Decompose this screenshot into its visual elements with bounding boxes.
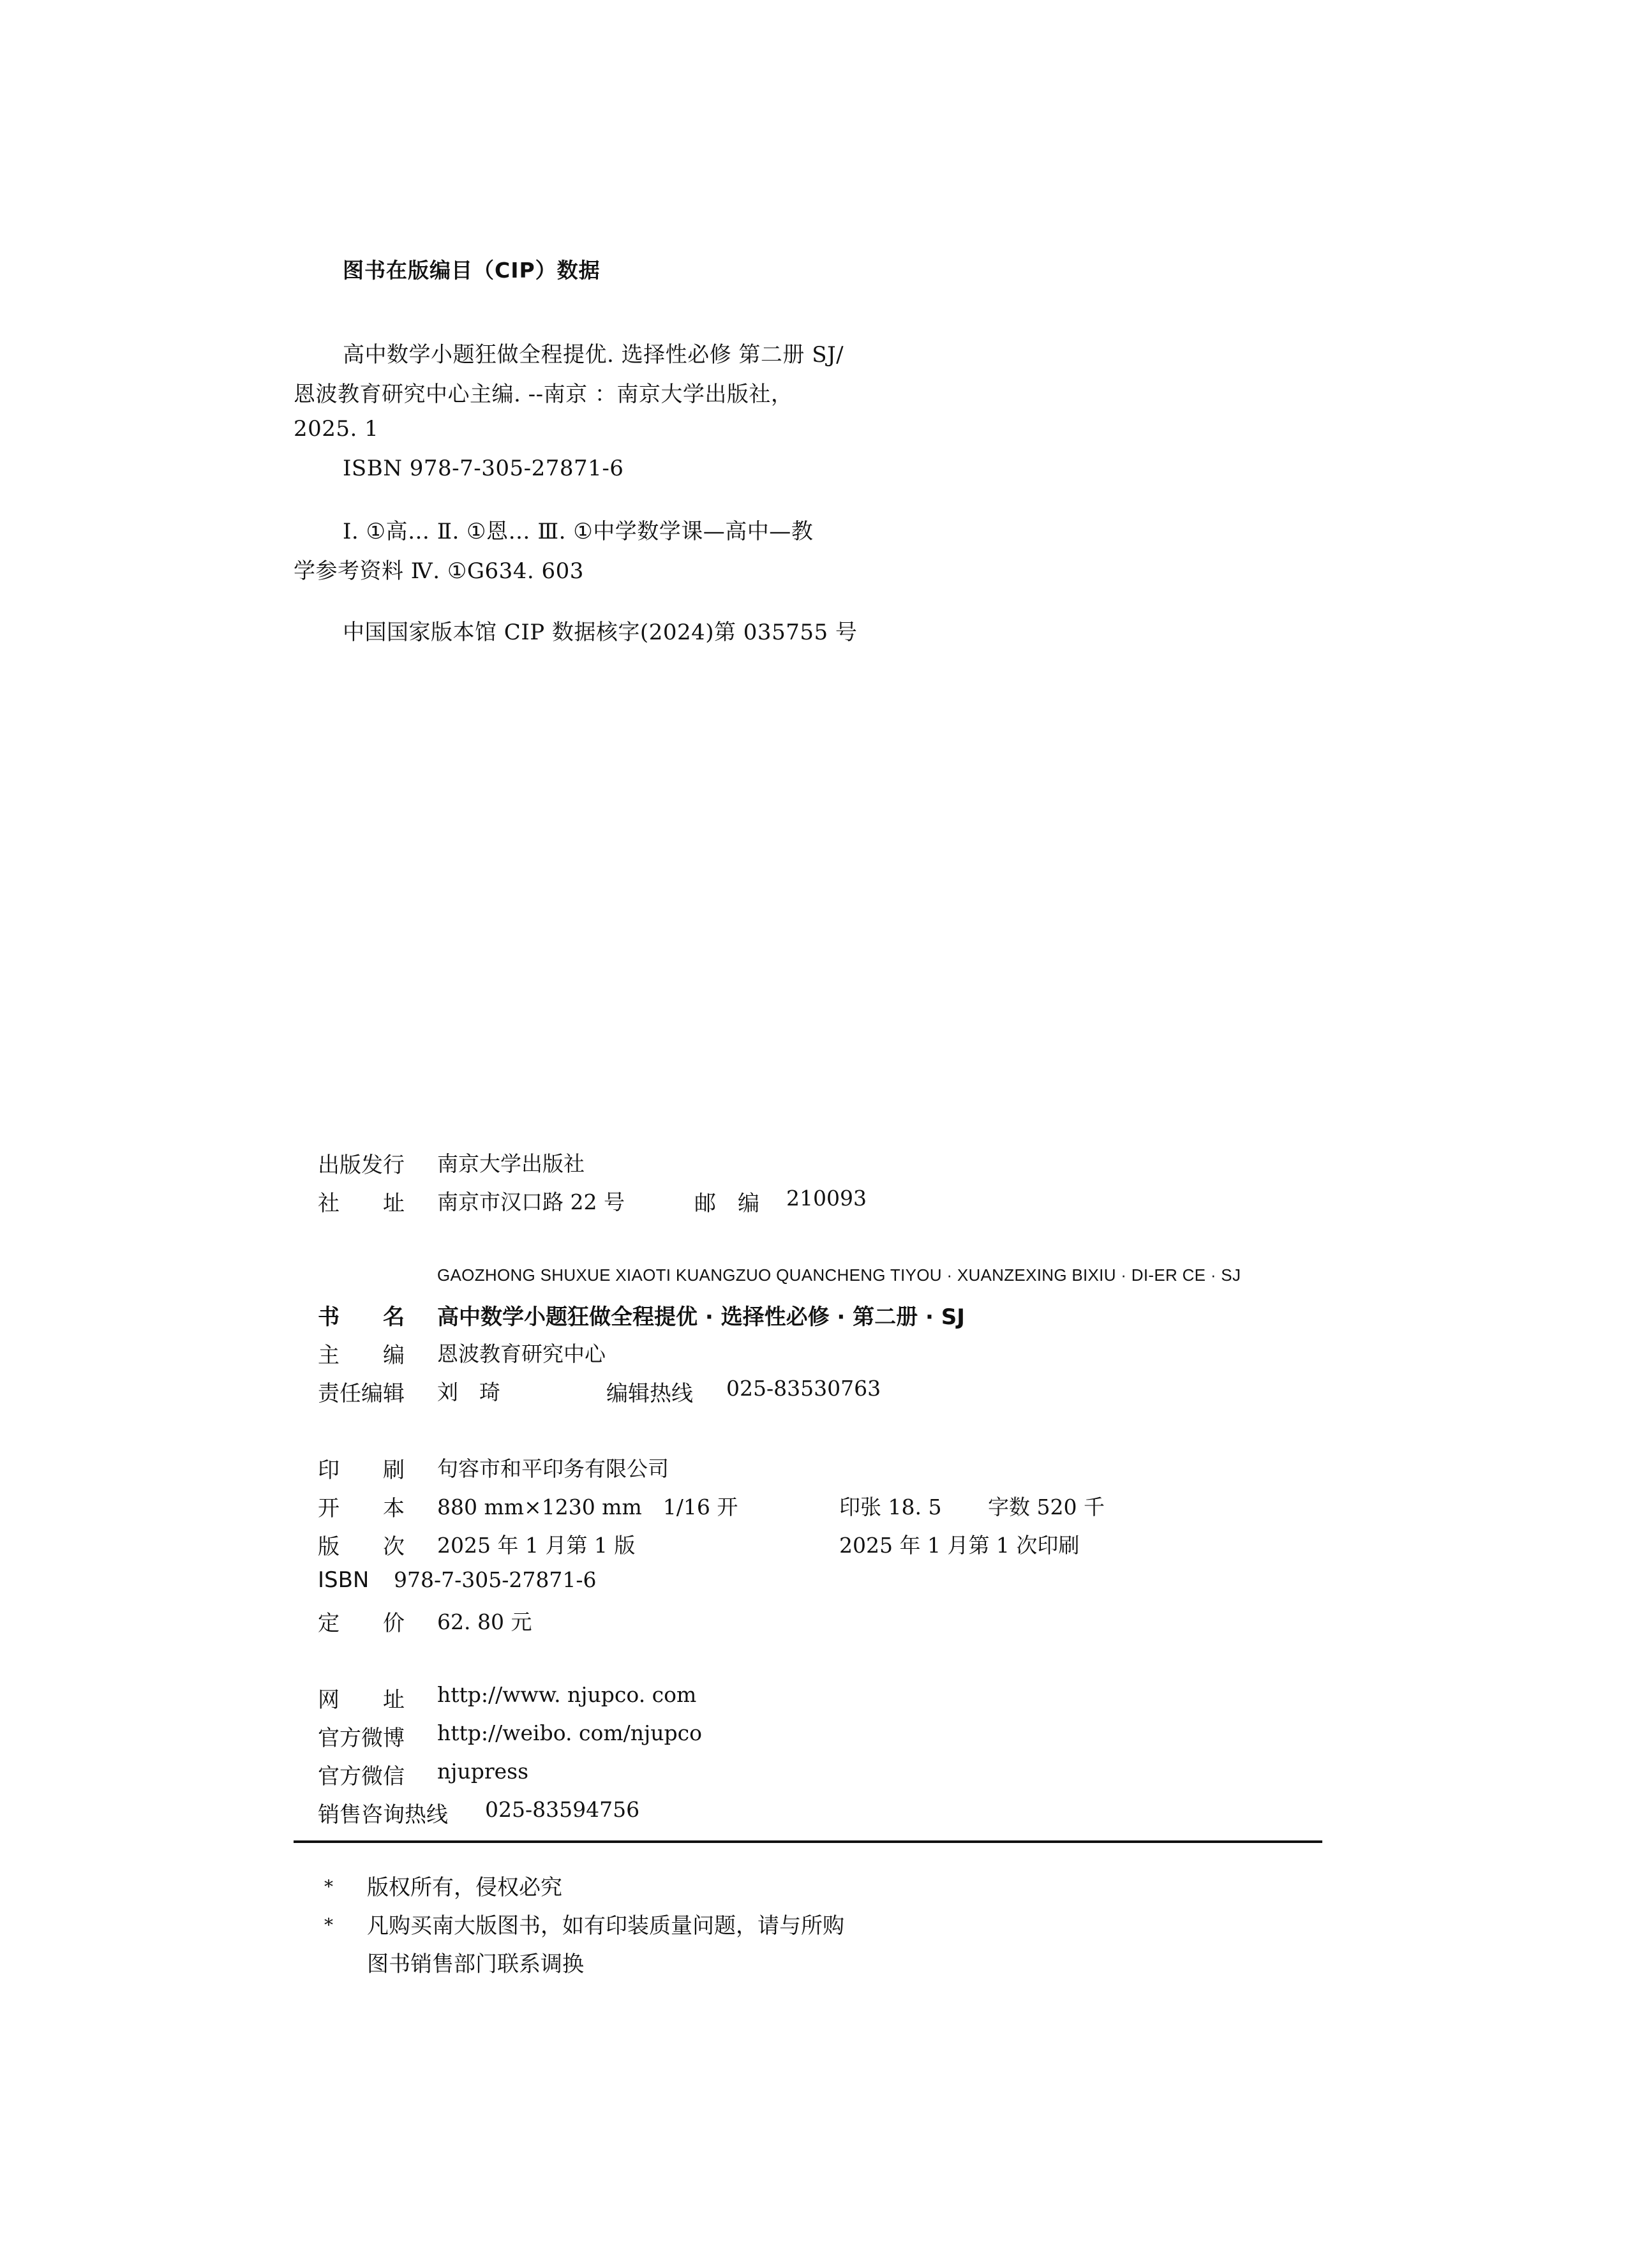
format-value: 880 mm×1230 mm 1/16 开	[437, 1495, 738, 1519]
responsible-editor-value: 刘 琦	[437, 1380, 500, 1405]
cip-line-1: 高中数学小题狂做全程提优. 选择性必修 第二册 SJ/	[343, 342, 844, 368]
printer-value: 句容市和平印务有限公司	[437, 1456, 669, 1481]
editor-hotline-value: 025-83530763	[726, 1376, 881, 1401]
cip-line-3: 2025. 1	[294, 416, 379, 442]
word-count-value: 字数 520 千	[988, 1495, 1105, 1519]
editor-label: 主 编	[318, 1343, 405, 1368]
format-label: 开 本	[318, 1496, 405, 1521]
cip-line-2: 恩波教育研究中心主编. --南京 ：南京大学出版社，	[294, 382, 793, 407]
book-name-value: 高中数学小题狂做全程提优 · 选择性必修 · 第二册 · SJ	[437, 1304, 965, 1330]
cip-heading: 图书在版编目（CIP）数据	[343, 258, 601, 283]
wechat-value: njupress	[437, 1759, 529, 1784]
editor-hotline-label: 编辑热线	[606, 1381, 693, 1406]
postcode-value: 210093	[786, 1186, 867, 1211]
price-value: 62. 80 元	[437, 1609, 532, 1634]
address-value: 南京市汉口路 22 号	[437, 1190, 625, 1214]
cip-classification-2: 学参考资料 Ⅳ. ①G634. 603	[294, 558, 584, 584]
weibo-label: 官方微博	[318, 1726, 405, 1751]
website-value: http://www. njupco. com	[437, 1682, 697, 1707]
price-label: 定 价	[318, 1611, 405, 1636]
responsible-editor-label: 责任编辑	[318, 1381, 405, 1406]
copyright-note: 版权所有，侵权必究	[367, 1875, 562, 1900]
cip-classification-1: Ⅰ. ①高… Ⅱ. ①恩… Ⅲ. ①中学数学课—高中—教	[343, 519, 814, 544]
address-label: 社 址	[318, 1191, 405, 1216]
quality-note-line-2: 图书销售部门联系调换	[367, 1951, 584, 1977]
book-title-pinyin: GAOZHONG SHUXUE XIAOTI KUANGZUO QUANCHENG TIYOU · XUANZEXING BIXIU · DI-ER CE · SJ	[437, 1265, 1241, 1285]
printer-label: 印 刷	[318, 1458, 405, 1483]
note-star-2: *	[324, 1914, 333, 1936]
publisher-value: 南京大学出版社	[437, 1151, 585, 1176]
printed-sheets-value: 印张 18. 5	[839, 1495, 942, 1519]
divider-rule	[294, 1840, 1322, 1843]
printing-value: 2025 年 1 月第 1 次印刷	[839, 1533, 1080, 1558]
edition-label: 版 次	[318, 1534, 405, 1560]
note-star-1: *	[324, 1876, 333, 1897]
sales-hotline-label: 销售咨询热线	[318, 1802, 448, 1828]
editor-value: 恩波教育研究中心	[437, 1341, 606, 1366]
publisher-label: 出版发行	[318, 1153, 405, 1178]
sales-hotline-value: 025-83594756	[485, 1797, 640, 1822]
website-label: 网 址	[318, 1687, 405, 1713]
cip-isbn: ISBN 978-7-305-27871-6	[343, 456, 624, 481]
edition-value: 2025 年 1 月第 1 版	[437, 1533, 636, 1558]
cip-verify-number: 中国国家版本馆 CIP 数据核字(2024)第 035755 号	[343, 620, 858, 645]
postcode-label: 邮 编	[694, 1191, 759, 1216]
quality-note-line-1: 凡购买南大版图书，如有印装质量问题，请与所购	[367, 1913, 844, 1939]
book-name-label: 书 名	[318, 1304, 405, 1330]
isbn-label: ISBN	[318, 1567, 370, 1593]
weibo-value: http://weibo. com/njupco	[437, 1720, 702, 1745]
isbn-value: 978-7-305-27871-6	[394, 1567, 597, 1592]
wechat-label: 官方微信	[318, 1764, 405, 1789]
